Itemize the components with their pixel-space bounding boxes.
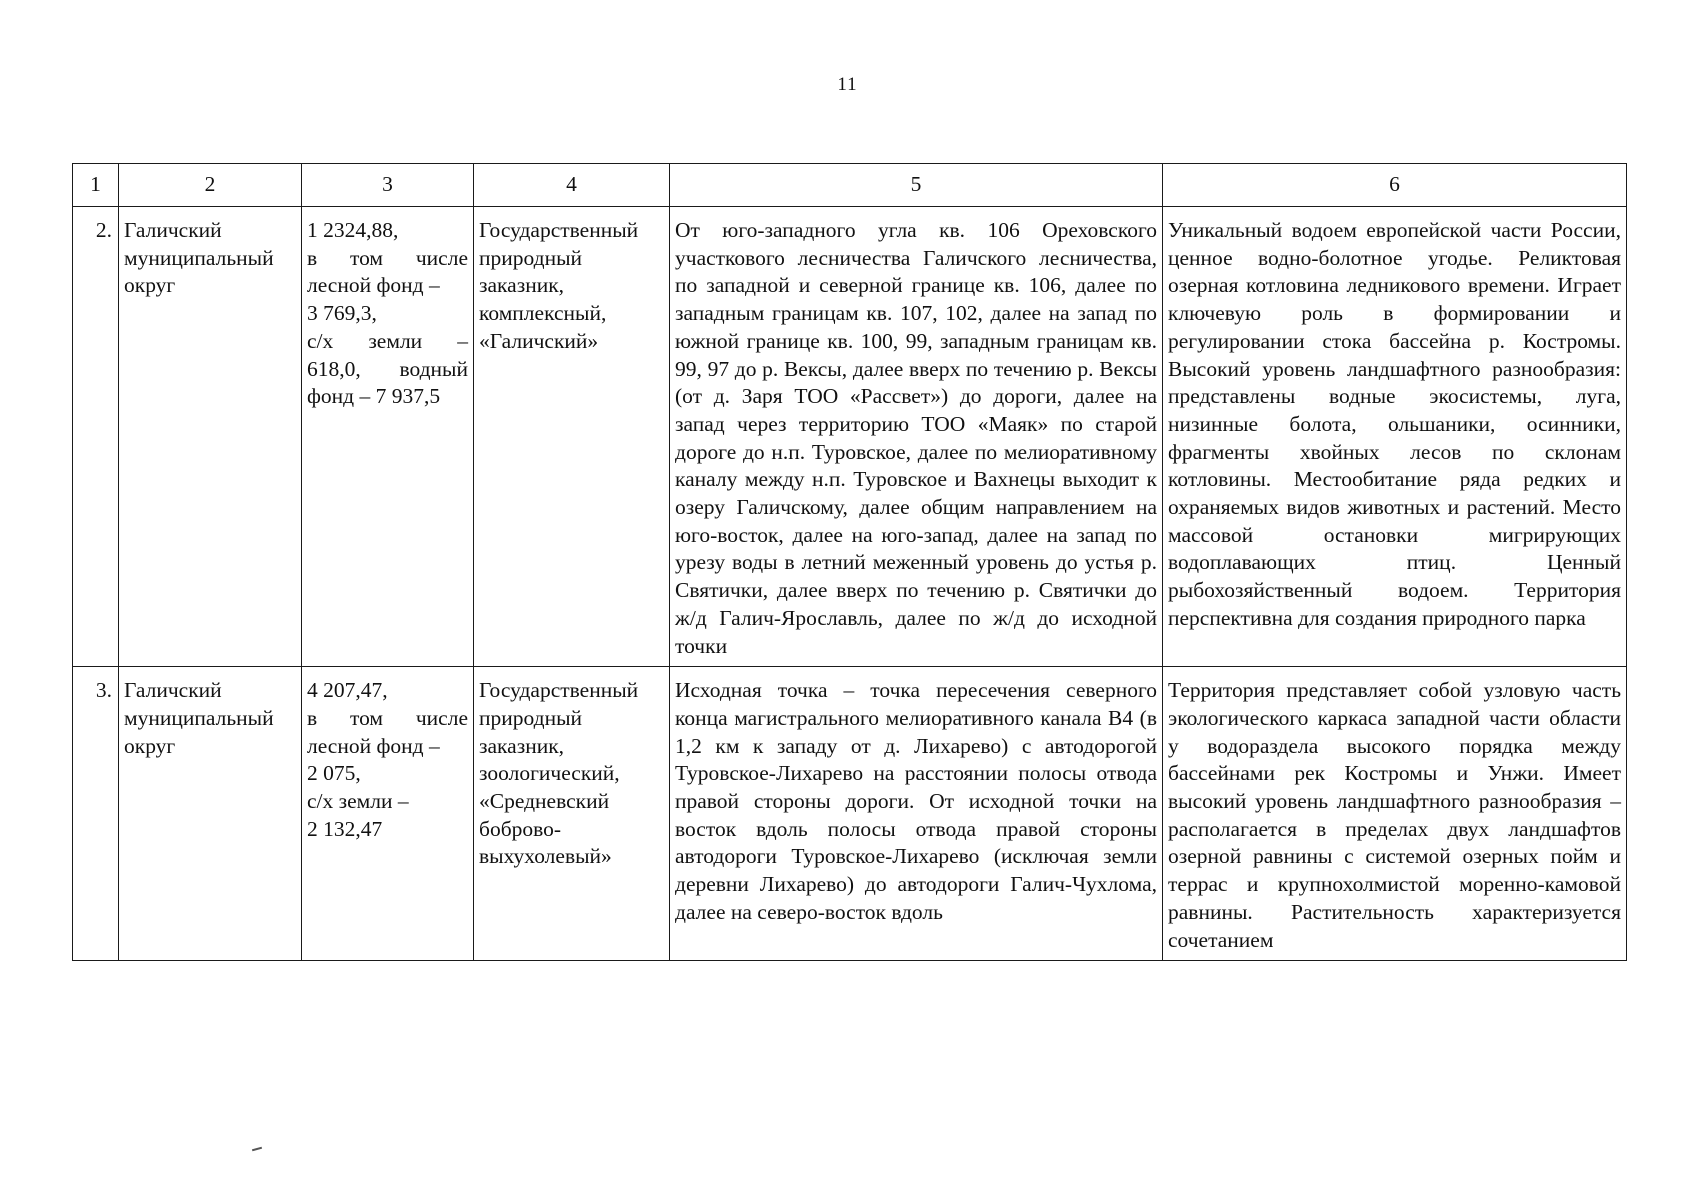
district-line: Галичский [124,218,222,242]
area-line: 618,0, водный [307,356,468,381]
row-number: 3. [73,667,119,961]
category-line: Государственный [479,678,639,703]
district-cell [119,207,302,667]
header-cell: 1 [73,164,119,207]
district-line: муниципальный [124,245,274,270]
area-line: фонд – 7 937,5 [307,384,441,409]
area-line: в том числе [307,705,468,730]
category-line: «Галичский» [479,328,599,353]
boundary-cell: От юго-западного угла кв. 106 Ореховского участкового лесничества Галичского лесничества, по западной и северной границе кв. 106, далее по западным границам кв. 107, 102, далее на запад по южной границе кв. 100, 99, западным границам кв. 99, 97 до р. Вексы, далее вверх по течению р. Вексы (от д. Заря ТОО «Рассвет») до дороги, далее на запад через территорию ТОО «Маяк» по старой дороге до н.п. Туровское, далее по мелиоративному каналу между н.п. Туровское и Вахнецы выходит к озеру Галичскому, далее общим направлением на юго-восток, далее на юго-запад, далее на запад по урезу воды в летний меженный уровень до устья р. Святички, далее вверх по течению р. Святички до ж/д Галич-Ярославль, далее по ж/д до исходной точки [670,207,1163,667]
description-cell: Территория представляет собой узловую часть экологического каркаса западной части области у водораздела высокого порядка между бассейнами рек Костромы и Унжи. Имеет высокий уровень ландшафтного разнообразия – располагается в пределах двух ландшафтов озерной равнины с системой озерных пойм и террас и крупнохолмистой моренно-камовой равнины. Растительность характеризуется сочетанием [1163,667,1627,961]
area-line: 4 207,47, [307,678,388,703]
area-line: лесной фонд – [307,733,440,758]
table-row [73,207,1627,667]
header-cell: 2 [119,164,302,207]
category-line: выхухолевый» [479,844,612,869]
area-line: 1 2324,88, [307,218,399,242]
area-line: лесной фонд – [307,273,440,298]
header-cell: 4 [474,164,670,207]
area-line: 2 132,47 [307,816,383,841]
row-number: 2. [73,207,119,667]
category-line: природный [479,245,583,270]
category-line: «Средневский [479,789,610,814]
category-line: заказник, [479,273,565,298]
category-line: заказник, [479,733,565,758]
category-line: зоологический, [479,761,620,786]
scan-mark [252,1147,262,1152]
area-line: 2 075, [307,761,361,786]
reserves-table [72,163,1627,961]
header-cell: 6 [1163,164,1627,207]
category-line: боброво- [479,816,562,841]
area-line: 3 769,3, [307,301,377,326]
area-line: в том числе [307,245,468,270]
boundary-cell: Исходная точка – точка пересечения северного конца магистрального мелиоративного канала В4 (в 1,2 км к западу от д. Лихарево) с автодорогой Туровское-Лихарево на расстоянии полосы отвода правой стороны дороги. От исходной точки на восток вдоль полосы отвода правой стороны автодороги Туровское-Лихарево (исключая земли деревни Лихарево) до автодороги Галич-Чухлома, далее на северо-восток вдоль [670,667,1163,961]
area-cell [302,667,474,961]
area-line: с/х земли – [307,328,468,353]
category-cell [474,207,670,667]
category-cell [474,667,670,961]
description-cell: Уникальный водоем европейской части России, ценное водно-болотное угодье. Реликтовая озерная котловина ледникового времени. Играет ключевую роль в формировании и регулировании стока бассейна р. Костромы. Высокий уровень ландшафтного разнообразия: представлены водные экосистемы, луга, низинные болота, ольшаники, осинники, фрагменты хвойных лесов по склонам котловины. Местообитание ряда редких и охраняемых видов животных и растений. Место массовой остановки мигрирующих водоплавающих птиц. Ценный рыбохозяйственный водоем. Территория перспективна для создания природного парка [1163,207,1627,667]
header-cell: 5 [670,164,1163,207]
table-row [73,667,1627,961]
category-line: Государственный [479,218,639,242]
category-line: комплексный, [479,301,607,326]
category-line: природный [479,705,583,730]
header-cell: 3 [302,164,474,207]
area-cell [302,207,474,667]
district-line: Галичский [124,678,222,703]
district-line: муниципальный [124,705,274,730]
district-line: округ [124,273,176,298]
district-cell [119,667,302,961]
district-line: округ [124,733,176,758]
page-number: 11 [837,74,858,95]
table-header-row [73,164,1627,207]
area-line: с/х земли – [307,789,409,814]
